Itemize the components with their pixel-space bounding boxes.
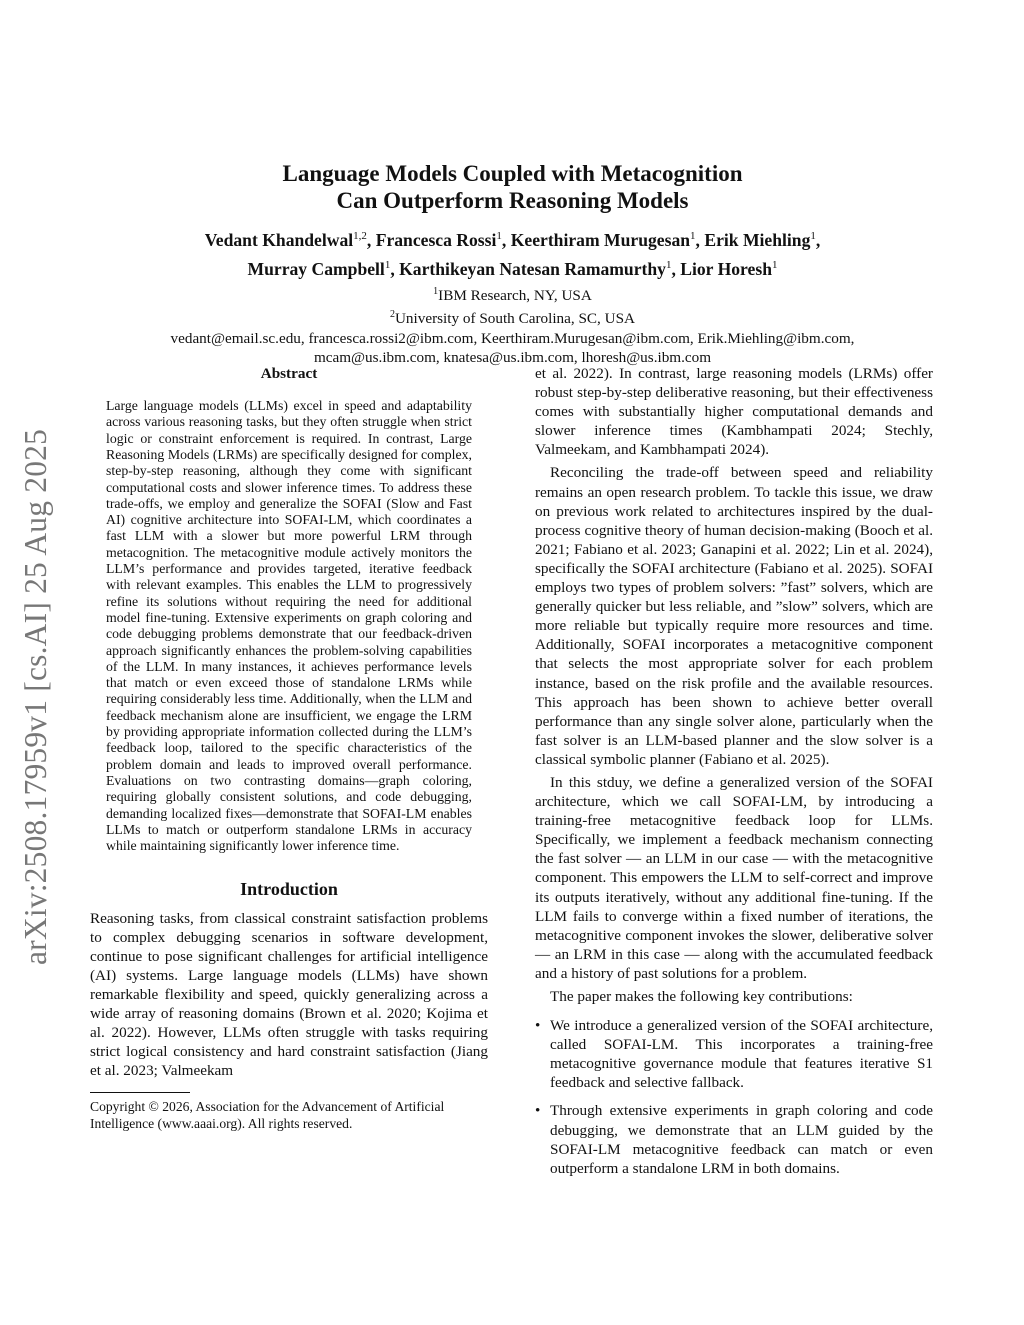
affiliation: $^2$University of South Carolina, SC, USA bbox=[389, 309, 636, 328]
abstract-text: Large language models (LLMs) excel in speed and adaptability across various reasoning tasks, but they often struggle when strict logic or constraint enforcement is required. In contrast, Large Reasoning Models (LRMs) are specifically designed for complex, step-by-step reasoning, although they come with significant computational costs and slower inference times. To address these trade-offs, we employ and generalize the SOFAI (Slow and Fast AI) cognitive architecture into SOFAI-LM, which coordinates a fast LLM with a slower but more powerful LRM through metacognition. The metacognitive module actively monitors the LLM’s performance and provides targeted, iterative feedback with relevant examples. This enables the LLM to progressively refine its solutions without requiring the need for additional model fine-tuning. Extensive experiments on graph coloring and code debugging problems demonstrate that our feedback-driven approach significantly enhances the problem-solving capabilities of the LLM. In many instances, it achieves performance levels that match or even exceed those of standalone LRMs while requiring considerably less time. Additionally, when the LLM and feedback mechanism alone are insufficient, we engage the LRM by providing appropriate information collected during the LLM’s feedback loop, tailored to the specific characteristics of the problem domain and leads to improved overall performance. Evaluations on two contrasting domains—graph coloring, requiring globally consistent solutions, and code debugging, demanding localized fixes—demonstrate that SOFAI-LM enables LLMs to match or outperform standalone LRMs in accuracy while maintaining significantly lower inference time. bbox=[106, 398, 472, 854]
list-item: • Through extensive experiments in graph coloring and code debugging, we demonstrate that an LLM guided by the SOFAI-LM metacognitive feedback can match or even outperform a standalone LRM in both domains. bbox=[535, 1101, 933, 1177]
title-line-1: Language Models Coupled with Metacognition bbox=[282, 161, 743, 186]
author: Murray Campbell$^1$, bbox=[247, 258, 400, 279]
footnote-rule bbox=[90, 1092, 190, 1093]
abstract-heading: Abstract bbox=[260, 365, 318, 382]
intro-paragraph: Reasoning tasks, from classical constraint satisfaction problems to complex debugging scenarios in software development, continue to pose significant challenges for artificial intelligence (AI) systems. Large language models (LLMs) have shown remarkable flexibility and speed, quickly generalizing across a wide array of reasoning domains (Brown et al. 2020; Kojima et al. 2022). However, LLMs often struggle with tasks requiring strict logical consistency and hard constraint satisfaction (Jiang et al. 2023; Valmeekam bbox=[90, 909, 488, 1080]
title-block bbox=[90, 160, 935, 368]
body-paragraph: Reconciling the trade-off between speed and reliability remains an open research problem. To tackle this issue, we draw on previous work related to architectures inspired by the dual-process cognitive theory of human decision-making (Booch et al. 2021; Fabiano et al. 2023; Ganapini et al. 2022; Lin et al. 2024), specifically the SOFAI architecture (Fabiano et al. 2025). SOFAI employs two types of problem solvers: ”fast” solvers, which are generally quicker but less reliable, and ”slow” solvers, which are more reliable but typically require more resources and time. Additionally, SOFAI incorporates a metacognitive component that selects the most appropriate solver for each problem instance, based on the risk profile and the available resources. This approach has been shown to achieve better overall performance than any single solver alone, particularly when the fast solver is an LLM-based planner and the slow solver is a classical symbolic planner (Fabiano et al. 2025). bbox=[535, 464, 933, 768]
author: Keerthiram Murugesan$^1$, bbox=[510, 229, 705, 250]
paper-title bbox=[90, 160, 935, 214]
author: Francesca Rossi$^1$, bbox=[375, 229, 511, 250]
copyright-footnote: Copyright © 2026, Association for the Advancement of Artificial Intelligence (www.aaai.org). All rights reserved. bbox=[90, 1099, 445, 1131]
left-column bbox=[90, 364, 488, 1132]
author: Vedant Khandelwal$^{1,2}$, bbox=[204, 229, 376, 250]
arxiv-side-stamp: arXiv:2508.17959v1 [cs.AI] 25 Aug 2025 bbox=[18, 428, 53, 965]
introduction-heading: Introduction bbox=[240, 879, 338, 900]
affiliation: $^1$IBM Research, NY, USA bbox=[433, 285, 592, 304]
right-column bbox=[535, 364, 933, 1187]
list-item: • We introduce a generalized version of the SOFAI architecture, called SOFAI-LM. This incorporates a training-free metacognitive governance module that features iterative S1 feedback and selective fallback. bbox=[535, 1016, 933, 1092]
title-line-2: Can Outperform Reasoning Models bbox=[336, 188, 689, 213]
author-list bbox=[90, 224, 935, 282]
body-paragraph: The paper makes the following key contributions: bbox=[550, 988, 853, 1005]
author: Karthikeyan Natesan Ramamurthy$^1$, bbox=[399, 258, 681, 279]
emails-line-2: mcam@us.ibm.com, knatesa@us.ibm.com, lhoresh@us.ibm.com bbox=[313, 349, 712, 367]
author: Lior Horesh$^1$ bbox=[680, 258, 778, 279]
body-paragraph: In this stduy, we define a generalized version of the SOFAI architecture, which we call SOFAI-LM, by introducing a training-free metacognitive feedback loop for LLMs. Specifically, we implement a feedback mechanism connecting the fast solver — an LLM in our case — with the metacognitive component. This empowers the LLM to self-correct and improve its outputs iteratively, without any additional fine-tuning. If the LLM fails to converge within a fixed number of iterations, the metacognitive component invokes the slower, deliberative solver — an LRM in this case — along with the accumulated feedback and a history of past solutions for a problem. bbox=[535, 773, 933, 982]
author: Erik Miehling$^1$, bbox=[704, 229, 821, 250]
emails-line-1: vedant@email.sc.edu, francesca.rossi2@ibm.com, Keerthiram.Murugesan@ibm.com, Erik.Miehling@ibm.com, bbox=[170, 329, 855, 347]
contributions-list bbox=[535, 1016, 933, 1178]
body-paragraph: et al. 2022). In contrast, large reasoning models (LRMs) offer robust step-by-step deliberative reasoning, but their effectiveness comes with substantially higher computational demands and slower inference times (Kambhampati 2024; Stechly, Valmeekam, and Kambhampati 2024). bbox=[535, 365, 933, 459]
